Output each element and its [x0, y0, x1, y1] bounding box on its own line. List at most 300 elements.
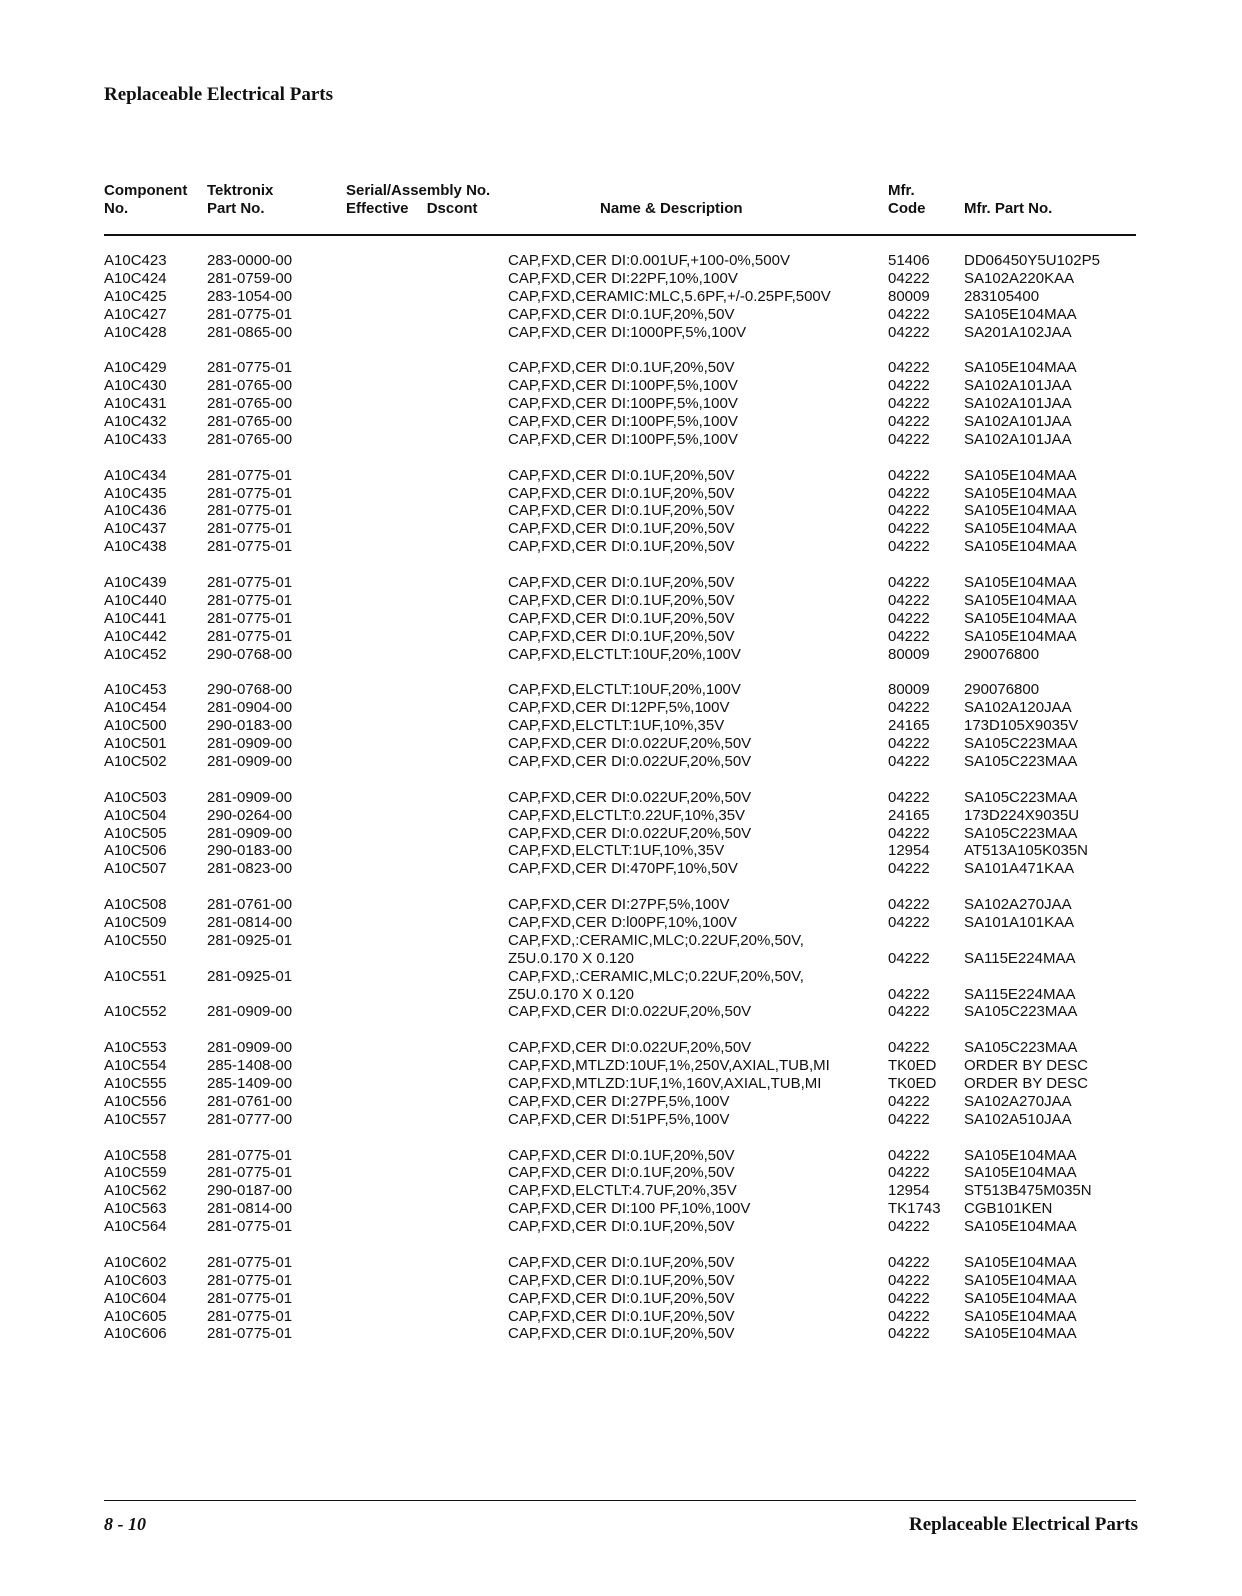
part-description — [508, 485, 734, 503]
component-number: A10C559 — [104, 1164, 167, 1182]
part-description-line: CAP,FXD,ELCTLT:0.22UF,10%,35V — [508, 806, 746, 824]
mfr-part-number: SA105E104MAA — [964, 359, 1077, 377]
table-row — [0, 681, 1242, 699]
mfr-part-number: SA105E104MAA — [964, 591, 1077, 609]
part-description-line: CAP,FXD,CER DI:0.1UF,20%,50V — [508, 1289, 735, 1307]
component-number: A10C430 — [104, 377, 167, 395]
table-row — [0, 896, 1242, 914]
tektronix-part-number: 281-0775-01 — [207, 1271, 293, 1289]
component-number: A10C550 — [104, 931, 167, 949]
part-description — [508, 306, 734, 324]
part-description-line: CAP,FXD,CER DI:100PF,5%,100V — [508, 395, 738, 413]
column-header-tektronix-line2: Part No. — [207, 200, 265, 217]
table-row — [0, 1325, 1242, 1343]
table-row — [0, 1200, 1242, 1218]
part-description — [508, 646, 741, 664]
mfr-part-number: SA105C223MAA — [964, 735, 1078, 753]
row-group — [0, 467, 1242, 556]
part-description — [508, 860, 738, 878]
part-description — [508, 502, 734, 520]
part-description — [508, 592, 734, 610]
part-description-line: CAP,FXD,:CERAMIC,MLC;0.22UF,20%,50V, — [508, 967, 804, 985]
row-group — [0, 252, 1242, 341]
part-description-line: CAP,FXD,CER D:l00PF,10%,100V — [508, 913, 737, 931]
mfr-code: 04222 — [888, 466, 930, 484]
table-row — [0, 1164, 1242, 1182]
table-row — [0, 431, 1242, 449]
part-description — [508, 413, 738, 431]
mfr-code: 04222 — [888, 1271, 930, 1289]
mfr-code: 04222 — [888, 699, 930, 717]
table-row — [0, 1308, 1242, 1326]
part-description — [508, 1075, 821, 1093]
mfr-code: TK0ED — [888, 1075, 937, 1092]
mfr-code: 04222 — [888, 1253, 930, 1271]
component-number: A10C503 — [104, 788, 167, 806]
table-row — [0, 842, 1242, 860]
mfr-code: 80009 — [888, 287, 930, 305]
component-number: A10C431 — [104, 395, 167, 413]
tektronix-part-number: 281-0759-00 — [207, 269, 293, 287]
component-number: A10C604 — [104, 1289, 167, 1307]
part-description — [508, 1182, 737, 1200]
component-number: A10C434 — [104, 466, 167, 484]
mfr-part-number: SA102A220KAA — [964, 269, 1075, 287]
mfr-part-number: SA105C223MAA — [964, 788, 1078, 806]
mfr-part-number: SA105E104MAA — [964, 627, 1077, 645]
table-row — [0, 860, 1242, 878]
tektronix-part-number: 281-0909-00 — [207, 824, 293, 842]
mfr-part-number: SA105E104MAA — [964, 1164, 1077, 1182]
part-description — [508, 1290, 734, 1308]
mfr-code: 04222 — [888, 1218, 930, 1236]
mfr-code: 80009 — [888, 645, 930, 663]
mfr-part-number: 283105400 — [964, 287, 1040, 305]
table-row — [0, 932, 1242, 968]
mfr-code: 04222 — [888, 735, 930, 753]
table-row — [0, 502, 1242, 520]
mfr-code: 04222 — [888, 591, 930, 609]
part-description — [508, 1272, 734, 1290]
mfr-part-number: 290076800 — [964, 681, 1040, 699]
mfr-code: 04222 — [888, 752, 930, 770]
component-number: A10C439 — [104, 574, 167, 592]
mfr-part-number: SA102A270JAA — [964, 1092, 1072, 1110]
part-description-line: CAP,FXD,CER DI:0.1UF,20%,50V — [508, 538, 735, 556]
mfr-part-number: AT513A105K035N — [964, 842, 1088, 860]
table-row — [0, 717, 1242, 735]
component-number: A10C504 — [104, 806, 167, 824]
component-number: A10C562 — [104, 1182, 167, 1200]
mfr-code: 04222 — [888, 788, 930, 806]
tektronix-part-number: 281-0909-00 — [207, 752, 293, 770]
mfr-code: 04222 — [888, 520, 930, 538]
part-description-line: CAP,FXD,CER DI:0.1UF,20%,50V — [508, 1271, 735, 1289]
part-description-line: CAP,FXD,MTLZD:1UF,1%,160V,AXIAL,TUB,MI — [508, 1075, 822, 1092]
part-description — [508, 896, 729, 914]
part-description — [508, 288, 831, 306]
part-description — [508, 574, 734, 592]
part-description — [508, 1218, 734, 1236]
mfr-part-number: SA105E104MAA — [964, 520, 1077, 538]
component-number: A10C552 — [104, 1003, 167, 1021]
table-row — [0, 1254, 1242, 1272]
component-number: A10C505 — [104, 824, 167, 842]
table-row — [0, 252, 1242, 270]
part-description-line: CAP,FXD,CER DI:0.022UF,20%,50V — [508, 1039, 752, 1057]
mfr-code: 04222 — [888, 574, 930, 592]
part-description-line: CAP,FXD,ELCTLT:1UF,10%,35V — [508, 717, 725, 735]
mfr-part-number: SA105E104MAA — [964, 538, 1077, 556]
mfr-part-number: SA105E104MAA — [964, 1271, 1077, 1289]
part-description-line: CAP,FXD,CER DI:0.022UF,20%,50V — [508, 1003, 752, 1021]
component-number: A10C553 — [104, 1039, 167, 1057]
table-row — [0, 735, 1242, 753]
part-description — [508, 717, 724, 735]
component-number: A10C605 — [104, 1307, 167, 1325]
part-description — [508, 1003, 751, 1021]
component-number: A10C432 — [104, 413, 167, 431]
tektronix-part-number: 281-0775-01 — [207, 1218, 293, 1236]
tektronix-part-number: 281-0765-00 — [207, 395, 293, 413]
mfr-code: 04222 — [888, 1307, 930, 1325]
page-number: 8 - 10 — [104, 1514, 146, 1534]
table-row — [0, 753, 1242, 771]
tektronix-part-number: 281-0904-00 — [207, 699, 293, 717]
tektronix-part-number: 281-0909-00 — [207, 1003, 293, 1021]
part-description-line: CAP,FXD,CER DI:0.1UF,20%,50V — [508, 466, 735, 484]
mfr-part-number: SA105E104MAA — [964, 1253, 1077, 1271]
mfr-part-number: 173D105X9035V — [964, 717, 1079, 735]
table-row — [0, 968, 1242, 1004]
tektronix-part-number: 281-0925-01 — [207, 967, 293, 985]
mfr-part-number: SA102A120JAA — [964, 699, 1072, 717]
part-description-line: CAP,FXD,CER DI:0.1UF,20%,50V — [508, 305, 735, 323]
mfr-code: 04222 — [888, 323, 930, 341]
part-description — [508, 681, 741, 699]
part-description-line: CAP,FXD,CER DI:100PF,5%,100V — [508, 430, 738, 448]
part-description — [508, 538, 734, 556]
table-row — [0, 825, 1242, 843]
mfr-code: 04222 — [888, 1110, 930, 1128]
table-row — [0, 485, 1242, 503]
column-header-component-line1: Component — [104, 182, 188, 199]
table-row — [0, 1147, 1242, 1165]
part-description — [508, 610, 734, 628]
tektronix-part-number: 281-0775-01 — [207, 1164, 293, 1182]
table-row — [0, 467, 1242, 485]
table-row — [0, 807, 1242, 825]
mfr-part-number: 290076800 — [964, 645, 1040, 663]
part-description-line: CAP,FXD,CER DI:0.1UF,20%,50V — [508, 591, 735, 609]
tektronix-part-number: 281-0775-01 — [207, 1146, 293, 1164]
tektronix-part-number: 281-0765-00 — [207, 413, 293, 431]
part-description-line: CAP,FXD,CER DI:1000PF,5%,100V — [508, 323, 747, 341]
mfr-part-number: SA105E104MAA — [964, 574, 1077, 592]
table-row — [0, 324, 1242, 342]
tektronix-part-number: 281-0765-00 — [207, 377, 293, 395]
part-description — [508, 628, 734, 646]
component-number: A10C441 — [104, 609, 167, 627]
part-description-line: CAP,FXD,CER DI:100PF,5%,100V — [508, 377, 738, 395]
mfr-code: TK0ED — [888, 1057, 937, 1075]
component-number: A10C563 — [104, 1200, 167, 1218]
table-row — [0, 306, 1242, 324]
part-description — [508, 807, 745, 825]
part-description-line: CAP,FXD,CER DI:0.1UF,20%,50V — [508, 484, 735, 502]
mfr-code: 04222 — [888, 395, 930, 413]
component-number: A10C506 — [104, 842, 167, 860]
part-description-line: CAP,FXD,MTLZD:10UF,1%,250V,AXIAL,TUB,MI — [508, 1057, 830, 1075]
mfr-part-number: CGB101KEN — [964, 1200, 1053, 1218]
column-header-dscont: Dscont — [426, 200, 478, 217]
table-row — [0, 574, 1242, 592]
component-number: A10C603 — [104, 1271, 167, 1289]
part-description — [508, 395, 738, 413]
component-number: A10C427 — [104, 305, 167, 323]
table-row — [0, 789, 1242, 807]
component-number: A10C440 — [104, 591, 167, 609]
mfr-code: 04222 — [888, 824, 930, 842]
part-description — [508, 1093, 729, 1111]
column-header-serial — [346, 182, 490, 218]
mfr-part-number: ORDER BY DESC — [964, 1075, 1088, 1092]
mfr-code: 04222 — [888, 627, 930, 645]
column-header-description: Name & Description — [600, 200, 743, 217]
table-row — [0, 1039, 1242, 1057]
component-number: A10C602 — [104, 1253, 167, 1271]
component-number: A10C425 — [104, 287, 167, 305]
mfr-part-number: SA102A101JAA — [964, 377, 1072, 395]
row-group — [0, 681, 1242, 770]
tektronix-part-number: 290-0183-00 — [207, 842, 293, 860]
mfr-code: 04222 — [888, 484, 930, 502]
part-description — [508, 753, 751, 771]
part-description — [508, 520, 734, 538]
component-number: A10C508 — [104, 896, 167, 914]
component-number: A10C555 — [104, 1075, 167, 1092]
part-description — [508, 1111, 729, 1129]
mfr-part-number: SA105E104MAA — [964, 1146, 1077, 1164]
table-row — [0, 914, 1242, 932]
part-description-line: CAP,FXD,CER DI:0.022UF,20%,50V — [508, 824, 752, 842]
mfr-part-number: SA102A101JAA — [964, 430, 1072, 448]
tektronix-part-number: 281-0814-00 — [207, 1200, 293, 1218]
mfr-part-number: SA105E104MAA — [964, 1325, 1077, 1343]
tektronix-part-number: 283-0000-00 — [207, 252, 293, 269]
tektronix-part-number: 281-0775-01 — [207, 466, 293, 484]
table-row — [0, 377, 1242, 395]
tektronix-part-number: 281-0775-01 — [207, 1253, 293, 1271]
part-description-line: CAP,FXD,CER DI:0.1UF,20%,50V — [508, 359, 735, 377]
component-number: A10C500 — [104, 717, 167, 735]
table-row — [0, 359, 1242, 377]
part-description-line: Z5U.0.170 X 0.120 — [508, 949, 634, 967]
part-description-line: CAP,FXD,CER DI:27PF,5%,100V — [508, 896, 730, 914]
part-description-line: CAP,FXD,ELCTLT:10UF,20%,100V — [508, 681, 741, 699]
component-number: A10C423 — [104, 252, 167, 269]
component-number: A10C501 — [104, 735, 167, 753]
component-number: A10C436 — [104, 502, 167, 520]
column-header-mfr-part: Mfr. Part No. — [964, 200, 1053, 217]
component-number: A10C507 — [104, 860, 167, 878]
tektronix-part-number: 281-0814-00 — [207, 913, 293, 931]
tektronix-part-number: 281-0775-01 — [207, 1289, 293, 1307]
tektronix-part-number: 281-0909-00 — [207, 1039, 293, 1057]
tektronix-part-number: 281-0761-00 — [207, 1092, 293, 1110]
mfr-part-number: SA102A101JAA — [964, 413, 1072, 431]
table-row — [0, 1182, 1242, 1200]
mfr-part-number: SA101A101KAA — [964, 913, 1075, 931]
part-description — [508, 270, 738, 288]
mfr-part-number: SA105E104MAA — [964, 484, 1077, 502]
mfr-part-number: SA105E104MAA — [964, 466, 1077, 484]
part-description — [508, 914, 737, 932]
part-description-line: CAP,FXD,CER DI:100 PF,10%,100V — [508, 1200, 751, 1218]
column-header-mfr-code — [888, 182, 926, 218]
mfr-part-number: 173D224X9035U — [964, 806, 1080, 824]
component-number: A10C502 — [104, 752, 167, 770]
table-row — [0, 699, 1242, 717]
mfr-part-number: SA105E104MAA — [964, 502, 1077, 520]
table-row — [0, 646, 1242, 664]
column-header-mfr-code-line2: Code — [888, 200, 926, 217]
component-number: A10C551 — [104, 967, 167, 985]
tektronix-part-number: 281-0775-01 — [207, 305, 293, 323]
row-group — [0, 789, 1242, 878]
column-header-tektronix-line1: Tektronix — [207, 182, 274, 199]
mfr-part-number: DD06450Y5U102P5 — [964, 252, 1100, 269]
part-description-line: CAP,FXD,CER DI:27PF,5%,100V — [508, 1092, 730, 1110]
part-description — [508, 968, 804, 1004]
table-row — [0, 270, 1242, 288]
mfr-part-number: SA105C223MAA — [964, 752, 1078, 770]
part-description — [508, 699, 729, 717]
tektronix-part-number: 281-0761-00 — [207, 896, 293, 914]
part-description — [508, 324, 746, 342]
part-description — [508, 1200, 750, 1218]
part-description-line: CAP,FXD,CER DI:0.022UF,20%,50V — [508, 735, 752, 753]
mfr-code: 04222 — [888, 1039, 930, 1057]
part-description-line: CAP,FXD,ELCTLT:10UF,20%,100V — [508, 645, 741, 663]
footer-title: Replaceable Electrical Parts — [909, 1514, 1138, 1535]
parts-table — [0, 252, 1242, 1361]
part-description — [508, 252, 790, 270]
part-description — [508, 467, 734, 485]
tektronix-part-number: 290-0264-00 — [207, 806, 293, 824]
tektronix-part-number: 281-0775-01 — [207, 1325, 293, 1343]
part-description — [508, 1325, 734, 1343]
row-group — [0, 359, 1242, 448]
part-description-line: CAP,FXD,CER DI:0.022UF,20%,50V — [508, 752, 752, 770]
mfr-code: 04222 — [888, 1146, 930, 1164]
component-number: A10C442 — [104, 627, 167, 645]
tektronix-part-number: 281-0775-01 — [207, 627, 293, 645]
mfr-code: 04222 — [888, 1003, 930, 1021]
mfr-part-number: SA102A510JAA — [964, 1110, 1072, 1128]
mfr-code: 04222 — [888, 896, 930, 914]
part-description — [508, 359, 734, 377]
component-number: A10C453 — [104, 681, 167, 699]
tektronix-part-number: 281-0775-01 — [207, 574, 293, 592]
mfr-code: 51406 — [888, 252, 930, 269]
mfr-part-number: SA105E104MAA — [964, 305, 1077, 323]
mfr-code: 12954 — [888, 1182, 930, 1200]
tektronix-part-number: 290-0768-00 — [207, 681, 293, 699]
part-description — [508, 431, 738, 449]
tektronix-part-number: 281-0865-00 — [207, 323, 293, 341]
row-group — [0, 1254, 1242, 1343]
tektronix-part-number: 281-0765-00 — [207, 430, 293, 448]
column-header-component — [104, 182, 187, 218]
part-description-line: Z5U.0.170 X 0.120 — [508, 985, 634, 1003]
tektronix-part-number: 281-0909-00 — [207, 788, 293, 806]
column-header-effective: Effective — [346, 200, 409, 217]
table-row — [0, 610, 1242, 628]
tektronix-part-number: 281-0775-01 — [207, 538, 293, 556]
part-description-line: CAP,FXD,CER DI:0.001UF,+100-0%,500V — [508, 252, 790, 269]
component-number: A10C554 — [104, 1057, 167, 1075]
component-number: A10C429 — [104, 359, 167, 377]
table-row — [0, 1003, 1242, 1021]
column-header-component-line2: No. — [104, 200, 129, 217]
part-description — [508, 735, 751, 753]
part-description — [508, 1308, 734, 1326]
tektronix-part-number: 281-0925-01 — [207, 931, 293, 949]
tektronix-part-number: 281-0775-01 — [207, 520, 293, 538]
part-description — [508, 842, 724, 860]
mfr-code: 04222 — [888, 413, 930, 431]
table-row — [0, 1057, 1242, 1075]
component-number: A10C558 — [104, 1146, 167, 1164]
mfr-part-number: SA105C223MAA — [964, 1039, 1078, 1057]
component-number: A10C437 — [104, 520, 167, 538]
part-description-line: CAP,FXD,ELCTLT:4.7UF,20%,35V — [508, 1182, 737, 1200]
part-description — [508, 789, 751, 807]
mfr-code: 04222 — [888, 985, 930, 1003]
mfr-part-number: SA115E224MAA — [964, 985, 1076, 1003]
table-row — [0, 413, 1242, 431]
tektronix-part-number: 281-0777-00 — [207, 1110, 293, 1128]
component-number: A10C454 — [104, 699, 167, 717]
component-number: A10C509 — [104, 913, 167, 931]
part-description-line: CAP,FXD,CER DI:0.1UF,20%,50V — [508, 627, 735, 645]
mfr-part-number: SA102A270JAA — [964, 896, 1072, 914]
mfr-code: 04222 — [888, 305, 930, 323]
part-description — [508, 1057, 830, 1075]
mfr-part-number: ORDER BY DESC — [964, 1057, 1088, 1075]
part-description — [508, 1147, 734, 1165]
column-header-serial-line1: Serial/Assembly No. — [346, 182, 491, 199]
part-description-line: CAP,FXD,:CERAMIC,MLC;0.22UF,20%,50V, — [508, 931, 804, 949]
mfr-part-number: SA105C223MAA — [964, 1003, 1078, 1021]
tektronix-part-number: 281-0775-01 — [207, 484, 293, 502]
part-description-line: CAP,FXD,CER DI:12PF,5%,100V — [508, 699, 730, 717]
row-group — [0, 1039, 1242, 1128]
component-number: A10C564 — [104, 1218, 167, 1236]
tektronix-part-number: 281-0909-00 — [207, 735, 293, 753]
table-row — [0, 628, 1242, 646]
mfr-code: 04222 — [888, 377, 930, 395]
component-number: A10C606 — [104, 1325, 167, 1343]
part-description-line: CAP,FXD,CER DI:0.1UF,20%,50V — [508, 574, 735, 592]
tektronix-part-number: 290-0187-00 — [207, 1182, 293, 1200]
row-group — [0, 1147, 1242, 1236]
part-description-line: CAP,FXD,CERAMIC:MLC,5.6PF,+/-0.25PF,500V — [508, 287, 831, 305]
component-number: A10C452 — [104, 645, 167, 663]
mfr-code: 80009 — [888, 681, 930, 699]
part-description — [508, 377, 738, 395]
